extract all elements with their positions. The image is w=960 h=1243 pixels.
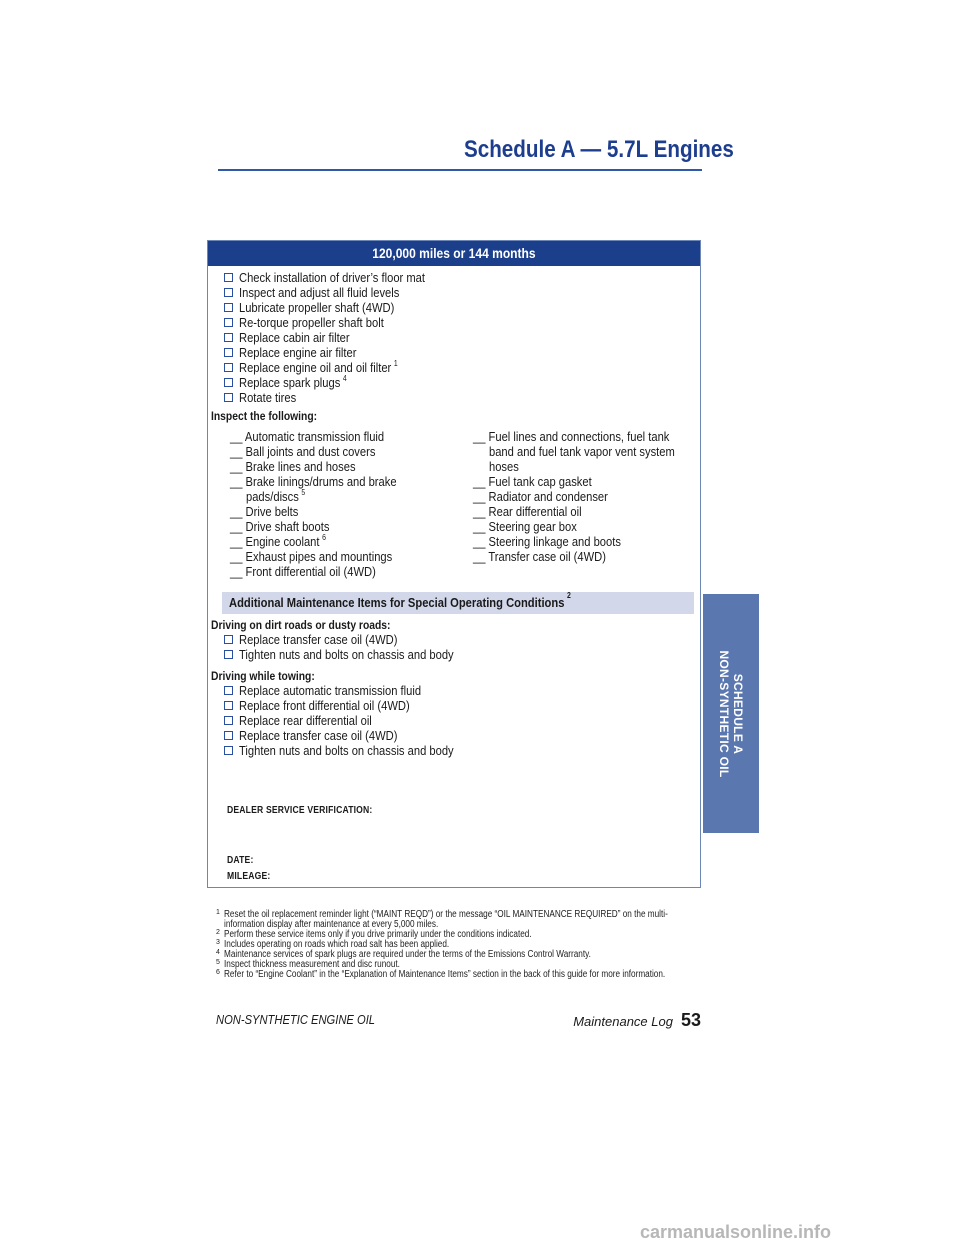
checkbox[interactable] — [224, 701, 233, 710]
footnotes — [216, 910, 706, 980]
footnote-ref: 4 — [342, 374, 347, 383]
checkbox[interactable] — [224, 318, 233, 327]
inspect-item: __ Transfer case oil (4WD) — [473, 549, 606, 564]
checklist-item — [224, 360, 694, 375]
checklist-item-label: Lubricate propeller shaft (4WD) — [239, 300, 395, 315]
inspect-item: __ Automatic transmission fluid — [230, 429, 385, 444]
checklist-item-label: Re-torque propeller shaft bolt — [239, 315, 384, 330]
inspect-item: __ Engine coolant $^6$ — [230, 533, 326, 549]
checkbox[interactable] — [224, 635, 233, 644]
checkbox[interactable] — [224, 273, 233, 282]
checklist-item — [224, 330, 694, 345]
checklist-item — [224, 345, 694, 360]
towing-heading: Driving while towing: — [211, 669, 315, 683]
inspect-item: __ Brake linings/drums and brake pads/discs $^5$ — [230, 474, 397, 504]
footnote-ref: 2 — [567, 591, 571, 600]
checklist-item — [224, 713, 694, 728]
checklist-item-label: Inspect and adjust all fluid levels — [239, 285, 400, 300]
checkbox[interactable] — [224, 746, 233, 755]
page-title: Schedule A — 5.7L Engines — [463, 136, 734, 163]
checkbox[interactable] — [224, 686, 233, 695]
checklist-item — [224, 375, 694, 390]
inspect-item: __ Brake lines and hoses — [230, 459, 356, 474]
checkbox[interactable] — [224, 716, 233, 725]
footer-section — [560, 1010, 701, 1031]
checklist-item — [224, 300, 694, 315]
inspect-item: __ Drive belts — [230, 504, 299, 519]
checkbox[interactable] — [224, 303, 233, 312]
dirt-roads-checklist — [224, 632, 694, 662]
inspect-heading: Inspect the following: — [211, 409, 318, 423]
checklist-item-label: Rotate tires — [239, 390, 297, 405]
checkbox[interactable] — [224, 363, 233, 372]
checklist-item-label: Replace engine air filter — [239, 345, 357, 360]
footnote: 2 Perform these service items only if you drive primarily under the conditions indicated. — [216, 929, 532, 940]
checklist-item — [224, 390, 694, 405]
footnote: 6 Refer to “Engine Coolant” in the “Explanation of Maintenance Items” section in the back of this guide for more information. — [216, 969, 666, 980]
section-name: Maintenance Log — [573, 1014, 673, 1029]
section-tab[interactable] — [703, 594, 759, 833]
footer-oil-type: NON-SYNTHETIC ENGINE OIL — [216, 1012, 376, 1027]
footnote-ref: 6 — [322, 533, 326, 542]
checklist-item — [224, 743, 694, 758]
watermark: carmanualsonline.info — [640, 1222, 832, 1242]
footnote-ref: 5 — [301, 488, 306, 497]
inspect-item: __ Fuel tank cap gasket — [473, 474, 592, 489]
footnote: 5 Inspect thickness measurement and disc runout. — [216, 959, 400, 970]
dirt-roads-heading: Driving on dirt roads or dusty roads: — [211, 618, 391, 632]
checklist-item-label: Replace cabin air filter — [239, 330, 350, 345]
footnote: 4 Maintenance services of spark plugs are required under the terms of the Emissions Control Warranty. — [216, 949, 591, 960]
checklist-item-label: Replace spark plugs $^4$ — [239, 374, 347, 390]
section-tab-label: SCHEDULE A NON-SYNTHETIC OIL — [717, 649, 745, 778]
inspect-item: __ Steering linkage and boots — [473, 534, 621, 549]
dealer-verification-label: DEALER SERVICE VERIFICATION: — [227, 805, 373, 816]
checklist-item — [224, 647, 694, 662]
mileage-label: MILEAGE: — [227, 871, 271, 882]
towing-checklist — [224, 683, 694, 758]
checklist-item-label: Replace engine oil and oil filter $^1$ — [239, 359, 398, 375]
footnote: 3 Includes operating on roads which road salt has been applied. — [216, 939, 450, 950]
checklist-item-label: Check installation of driver’s floor mat — [239, 270, 426, 285]
checklist-item — [224, 315, 694, 330]
inspect-item: __ Radiator and condenser — [473, 489, 608, 504]
checklist-item-label: Replace transfer case oil (4WD) — [239, 632, 398, 647]
inspect-item: __ Steering gear box — [473, 519, 577, 534]
inspect-item: __ Drive shaft boots — [230, 519, 330, 534]
checkbox[interactable] — [224, 650, 233, 659]
checklist-item-label: Replace automatic transmission fluid — [239, 683, 422, 698]
checklist-item-label: Tighten nuts and bolts on chassis and body — [239, 743, 454, 758]
checklist-item — [224, 270, 694, 285]
checklist-item — [224, 632, 694, 647]
title-rule — [218, 169, 702, 171]
additional-maintenance-heading: Additional Maintenance Items for Special Operating Conditions $^2$ — [222, 592, 694, 614]
checklist-item — [224, 698, 694, 713]
checklist-item — [224, 285, 694, 300]
inspect-item: __ Front differential oil (4WD) — [230, 564, 376, 579]
page-number: 53 — [680, 1010, 701, 1030]
checkbox[interactable] — [224, 731, 233, 740]
checkbox[interactable] — [224, 378, 233, 387]
inspect-item: __ Fuel lines and connections, fuel tank band and fuel tank vapor vent system hoses — [473, 429, 675, 474]
inspect-item: __ Exhaust pipes and mountings — [230, 549, 393, 564]
checkbox[interactable] — [224, 348, 233, 357]
checklist-item-label: Replace front differential oil (4WD) — [239, 698, 410, 713]
checklist-item-label: Replace rear differential oil — [239, 713, 372, 728]
inspect-list-right — [473, 429, 703, 564]
date-label: DATE: — [227, 855, 254, 866]
checklist-item-label: Replace transfer case oil (4WD) — [239, 728, 398, 743]
checklist-item — [224, 728, 694, 743]
footnote: 1 Reset the oil replacement reminder light (“MAINT REQD”) or the message “OIL MAINTENANCE REQUIRED” on the multi-information display after maintenance at every 5,000 miles. — [216, 909, 668, 930]
checkbox[interactable] — [224, 288, 233, 297]
maintenance-panel — [207, 240, 701, 888]
checklist-item-label: Tighten nuts and bolts on chassis and body — [239, 647, 454, 662]
service-checklist — [224, 270, 694, 405]
checkbox[interactable] — [224, 393, 233, 402]
interval-heading: 120,000 miles or 144 months — [208, 241, 700, 266]
checkbox[interactable] — [224, 333, 233, 342]
inspect-item: __ Rear differential oil — [473, 504, 582, 519]
footnote-ref: 1 — [393, 359, 398, 368]
checklist-item — [224, 683, 694, 698]
inspect-list-left — [230, 429, 460, 579]
inspect-item: __ Ball joints and dust covers — [230, 444, 376, 459]
